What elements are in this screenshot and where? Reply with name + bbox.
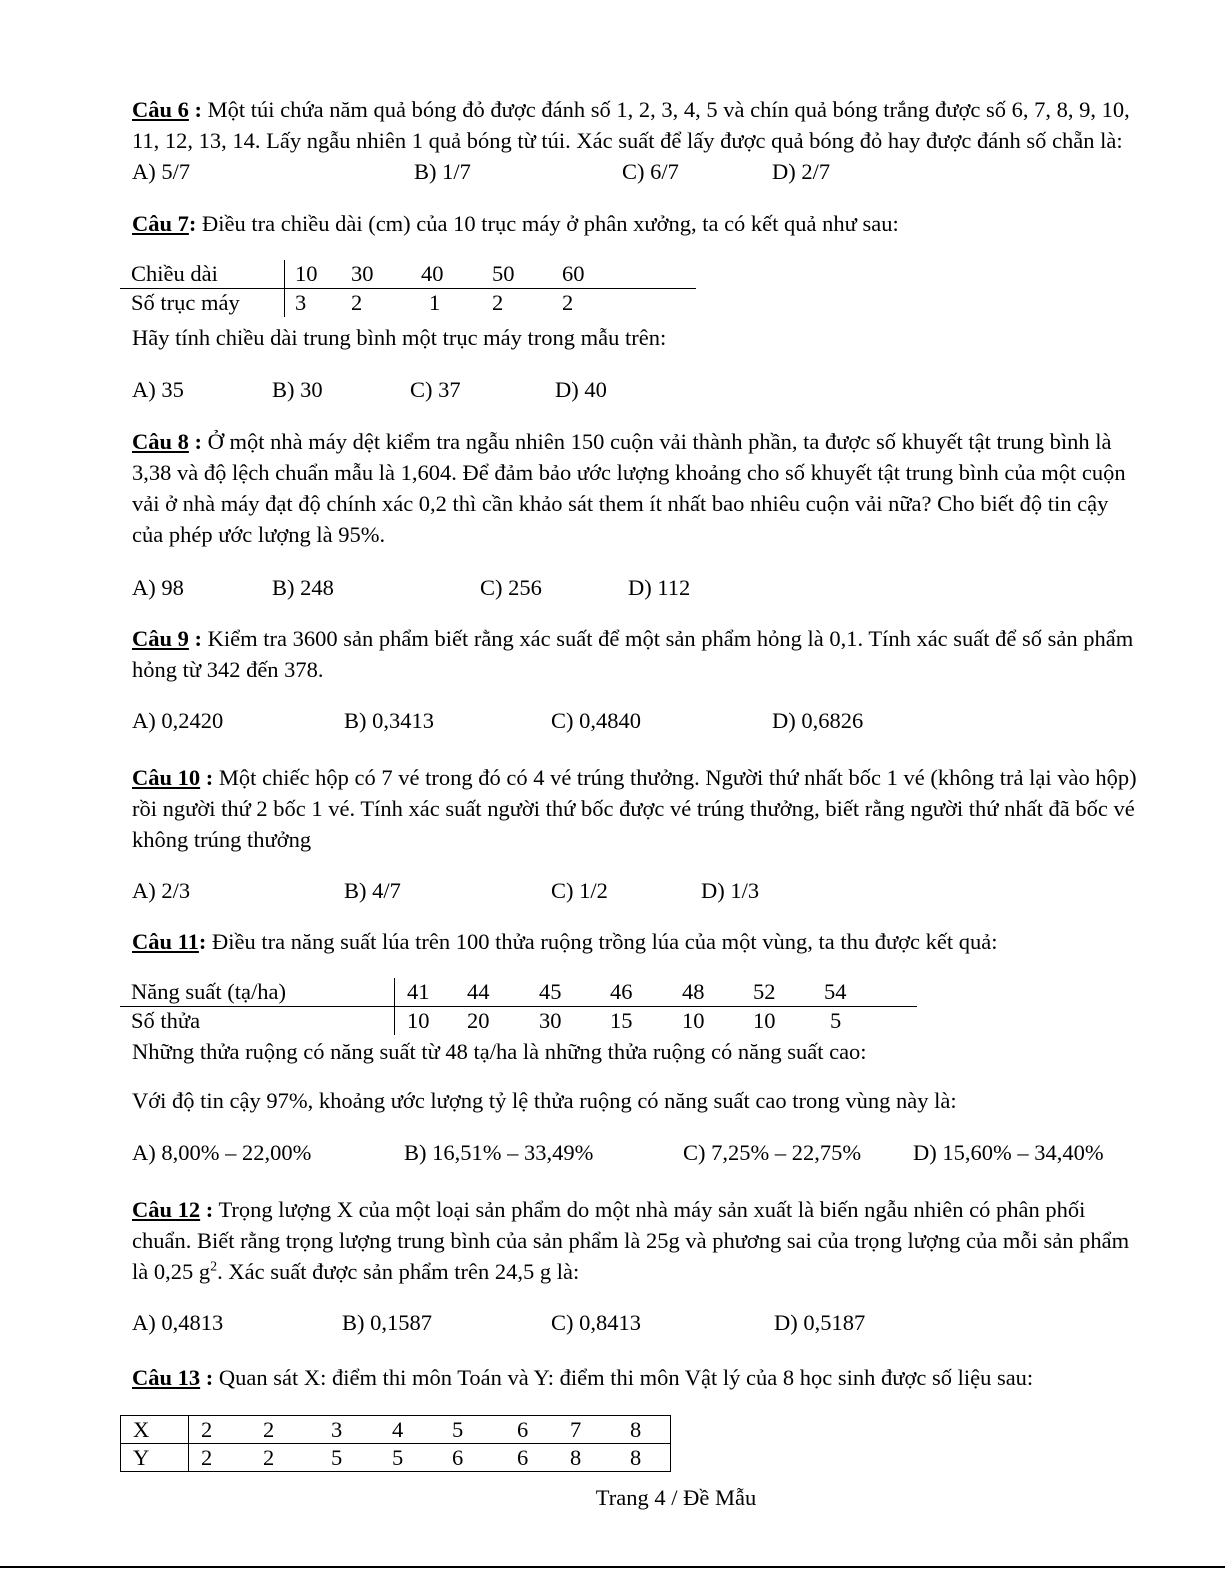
- table-cell: 1: [429, 290, 441, 315]
- question-9: Câu 9 : Kiểm tra 3600 sản phẩm biết rằng xác suất để một sản phẩm hỏng là 0,1. Tính xác suất để số sản phẩm hỏng từ 342 đến 378.: [132, 626, 1134, 682]
- table-cell: 5: [392, 1444, 452, 1472]
- table-cell: 54: [824, 978, 917, 1007]
- option-d: D) 2/7: [772, 159, 831, 184]
- table-cell: 48: [682, 978, 753, 1007]
- question-number: Câu 8: [132, 429, 189, 454]
- table-cell: 46: [610, 978, 682, 1007]
- question-number: Câu 12: [132, 1197, 201, 1222]
- row-label: Y: [121, 1444, 189, 1472]
- yield-frequency-table: [120, 978, 917, 1035]
- option-b: B) 30: [272, 377, 323, 402]
- option-c: C) 0,4840: [551, 708, 641, 733]
- option-a: A) 8,00% – 22,00%: [132, 1140, 312, 1165]
- question-number: Câu 7: [132, 211, 189, 236]
- table-cell: 3: [295, 290, 307, 315]
- question-text: Hãy tính chiều dài trung bình một trục máy trong mẫu trên:: [132, 325, 667, 350]
- question-text: Kiểm tra 3600 sản phẩm biết rằng xác suất để một sản phẩm hỏng là 0,1. Tính xác suất để số sản phẩm hỏng từ 342 đến 378.: [132, 626, 1134, 682]
- table-cell: 10: [753, 1008, 776, 1033]
- option-d: D) 0,5187: [774, 1310, 866, 1335]
- table-cell: 2: [189, 1416, 264, 1444]
- question-text: Quan sát X: điểm thi môn Toán và Y: điểm thi môn Vật lý của 8 học sinh được số liệu sau:: [213, 1365, 1034, 1390]
- question-text-end: . Xác suất được sản phẩm trên 24,5 g là:: [217, 1259, 580, 1284]
- xy-score-table: [120, 1415, 671, 1472]
- option-b: B) 0,1587: [342, 1310, 432, 1335]
- question-text: Ở một nhà máy dệt kiểm tra ngẫu nhiên 150 cuộn vải thành phần, ta được số khuyết tật trung bình là 3,38 và độ lệch chuẩn mẫu là 1,604. Để đảm bảo ước lượng khoảng cho số khuyết tật trung bình của một cuộn vải ở nhà máy đạt độ chính xác 0,2 thì cần khảo sát them ít nhất bao nhiêu cuộn vải nữa? Cho biết độ tin cậy của phép ước lượng là 95%.: [132, 429, 1126, 547]
- question-10: Câu 10 : Một chiếc hộp có 7 vé trong đó có 4 vé trúng thưởng. Người thứ nhất bốc 1 vé (không trả lại vào hộp) rồi người thứ 2 bốc 1 vé. Tính xác suất người thứ bốc được vé trúng thưởng, biết rằng người thứ nhất đã bốc vé không trúng thưởng: [132, 765, 1137, 852]
- table-cell: 6: [517, 1416, 570, 1444]
- row-label: Số trục máy: [120, 289, 285, 318]
- option-c: C) 1/2: [551, 878, 608, 903]
- table-cell: 10: [407, 1008, 430, 1033]
- table-cell: 45: [539, 978, 610, 1007]
- option-c: C) 37: [410, 377, 461, 402]
- table-cell: 20: [467, 1008, 490, 1033]
- bottom-divider: [0, 1566, 1225, 1568]
- option-b: B) 248: [272, 575, 334, 600]
- option-c: C) 6/7: [622, 159, 679, 184]
- page-footer: Trang 4 / Đề Mẫu: [595, 1485, 757, 1510]
- table-cell: 50: [492, 260, 562, 289]
- option-a: A) 98: [132, 575, 184, 600]
- table-cell: 4: [392, 1416, 452, 1444]
- option-a: A) 0,4813: [132, 1310, 224, 1335]
- question-number: Câu 9: [132, 626, 189, 651]
- option-c: C) 0,8413: [551, 1310, 641, 1335]
- option-a: A) 5/7: [132, 159, 191, 184]
- table-cell: 15: [610, 1008, 633, 1033]
- question-number: Câu 6: [132, 97, 189, 122]
- question-text: Điều tra năng suất lúa trên 100 thửa ruộng trồng lúa của một vùng, ta thu được kết quả:: [206, 929, 998, 954]
- table-cell: 8: [630, 1444, 671, 1472]
- table-cell: 5: [452, 1416, 517, 1444]
- table-cell: 3: [331, 1416, 392, 1444]
- table-cell: 8: [570, 1444, 630, 1472]
- question-number: Câu 11: [132, 929, 199, 954]
- question-text: Một chiếc hộp có 7 vé trong đó có 4 vé trúng thưởng. Người thứ nhất bốc 1 vé (không trả lại vào hộp) rồi người thứ 2 bốc 1 vé. Tính xác suất người thứ bốc được vé trúng thưởng, biết rằng người thứ nhất đã bốc vé không trúng thưởng: [132, 765, 1137, 852]
- question-text: Những thửa ruộng có năng suất từ 48 tạ/ha là những thửa ruộng có năng suất cao:: [132, 1039, 867, 1064]
- table-cell: 52: [753, 978, 824, 1007]
- row-label: Chiều dài: [120, 260, 285, 289]
- table-cell: 41: [395, 978, 468, 1007]
- table-cell: 2: [263, 1416, 331, 1444]
- table-cell: 30: [539, 1008, 562, 1033]
- superscript: 2: [210, 1259, 218, 1275]
- option-c: C) 7,25% – 22,75%: [683, 1140, 862, 1165]
- option-b: B) 16,51% – 33,49%: [404, 1140, 594, 1165]
- option-d: D) 112: [628, 575, 691, 600]
- option-b: B) 4/7: [344, 878, 401, 903]
- row-label: Số thửa: [120, 1007, 395, 1036]
- option-a: A) 0,2420: [132, 708, 224, 733]
- table-cell: 2: [351, 290, 363, 315]
- table-cell: 2: [263, 1444, 331, 1472]
- table-cell: 2: [492, 290, 504, 315]
- table-cell: 6: [452, 1444, 517, 1472]
- option-d: D) 1/3: [701, 878, 760, 903]
- table-cell: 2: [562, 290, 574, 315]
- option-b: B) 0,3413: [344, 708, 434, 733]
- table-cell: 5: [331, 1444, 392, 1472]
- option-b: B) 1/7: [414, 159, 471, 184]
- question-11: Câu 11: Điều tra năng suất lúa trên 100 thửa ruộng trồng lúa của một vùng, ta thu được kết quả:: [132, 929, 998, 954]
- option-a: A) 2/3: [132, 878, 191, 903]
- question-number: Câu 13: [132, 1365, 201, 1390]
- length-frequency-table: [120, 260, 696, 317]
- question-13: Câu 13 : Quan sát X: điểm thi môn Toán và Y: điểm thi môn Vật lý của 8 học sinh được số liệu sau:: [132, 1365, 1034, 1390]
- question-text: Trọng lượng X của một loại sản phẩm do một nhà máy sản xuất là biến ngẫu nhiên có phân phối chuẩn. Biết rằng trọng lượng trung bình của sản phẩm là 25g và phương sai của trọng lượng của mỗi sản phẩm là 0,25 g: [132, 1197, 1130, 1284]
- table-cell: 8: [630, 1416, 671, 1444]
- table-cell: 5: [830, 1008, 842, 1033]
- option-a: A) 35: [132, 377, 184, 402]
- question-number: Câu 10: [132, 765, 201, 790]
- table-cell: 44: [467, 978, 539, 1007]
- option-d: D) 40: [555, 377, 607, 402]
- table-cell: 7: [570, 1416, 630, 1444]
- question-text: Điều tra chiều dài (cm) của 10 trục máy ở phân xưởng, ta có kết quả như sau:: [196, 211, 899, 236]
- question-text: Một túi chứa năm quả bóng đỏ được đánh số 1, 2, 3, 4, 5 và chín quả bóng trắng được số 6, 7, 8, 9, 10, 11, 12, 13, 14. Lấy ngẫu nhiên 1 quả bóng từ túi. Xác suất để lấy được quả bóng đỏ hay được đánh số chẵn là:: [132, 97, 1130, 153]
- table-cell: 30: [351, 260, 421, 289]
- table-cell: 10: [285, 260, 352, 289]
- table-cell: 10: [682, 1008, 705, 1033]
- option-d: D) 0,6826: [772, 708, 864, 733]
- row-label: X: [121, 1416, 189, 1444]
- table-cell: 2: [189, 1444, 264, 1472]
- question-6: Câu 6 : Một túi chứa năm quả bóng đỏ được đánh số 1, 2, 3, 4, 5 và chín quả bóng trắng được số 6, 7, 8, 9, 10, 11, 12, 13, 14. Lấy ngẫu nhiên 1 quả bóng từ túi. Xác suất để lấy được quả bóng đỏ hay được đánh số chẵn là: A) 5/7: [132, 97, 1130, 184]
- question-7: Câu 7: Điều tra chiều dài (cm) của 10 trục máy ở phân xưởng, ta có kết quả như sau:: [132, 211, 899, 236]
- question-8: Câu 8 : Ở một nhà máy dệt kiểm tra ngẫu nhiên 150 cuộn vải thành phần, ta được số khuyết tật trung bình là 3,38 và độ lệch chuẩn mẫu là 1,604. Để đảm bảo ước lượng khoảng cho số khuyết tật trung bình của một cuộn vải ở nhà máy đạt độ chính xác 0,2 thì cần khảo sát them ít nhất bao nhiêu cuộn vải nữa? Cho biết độ tin cậy của phép ước lượng là 95%.: [132, 429, 1126, 547]
- table-cell: 60: [562, 260, 696, 289]
- question-text: Với độ tin cậy 97%, khoảng ước lượng tỷ lệ thửa ruộng có năng suất cao trong vùng này là:: [132, 1088, 957, 1113]
- table-cell: 6: [517, 1444, 570, 1472]
- table-cell: 40: [421, 260, 492, 289]
- row-label: Năng suất (tạ/ha): [120, 978, 395, 1007]
- option-d: D) 15,60% – 34,40%: [913, 1140, 1104, 1165]
- option-c: C) 256: [480, 575, 542, 600]
- question-12: Câu 12 : Trọng lượng X của một loại sản phẩm do một nhà máy sản xuất là biến ngẫu nhiên có phân phối chuẩn. Biết rằng trọng lượng trung bình của sản phẩm là 25g và phương sai của trọng lượng của mỗi sản phẩm là 0,25 $g^2$. Xác suất được sản phẩm trên 24,5 g là:: [132, 1197, 1130, 1284]
